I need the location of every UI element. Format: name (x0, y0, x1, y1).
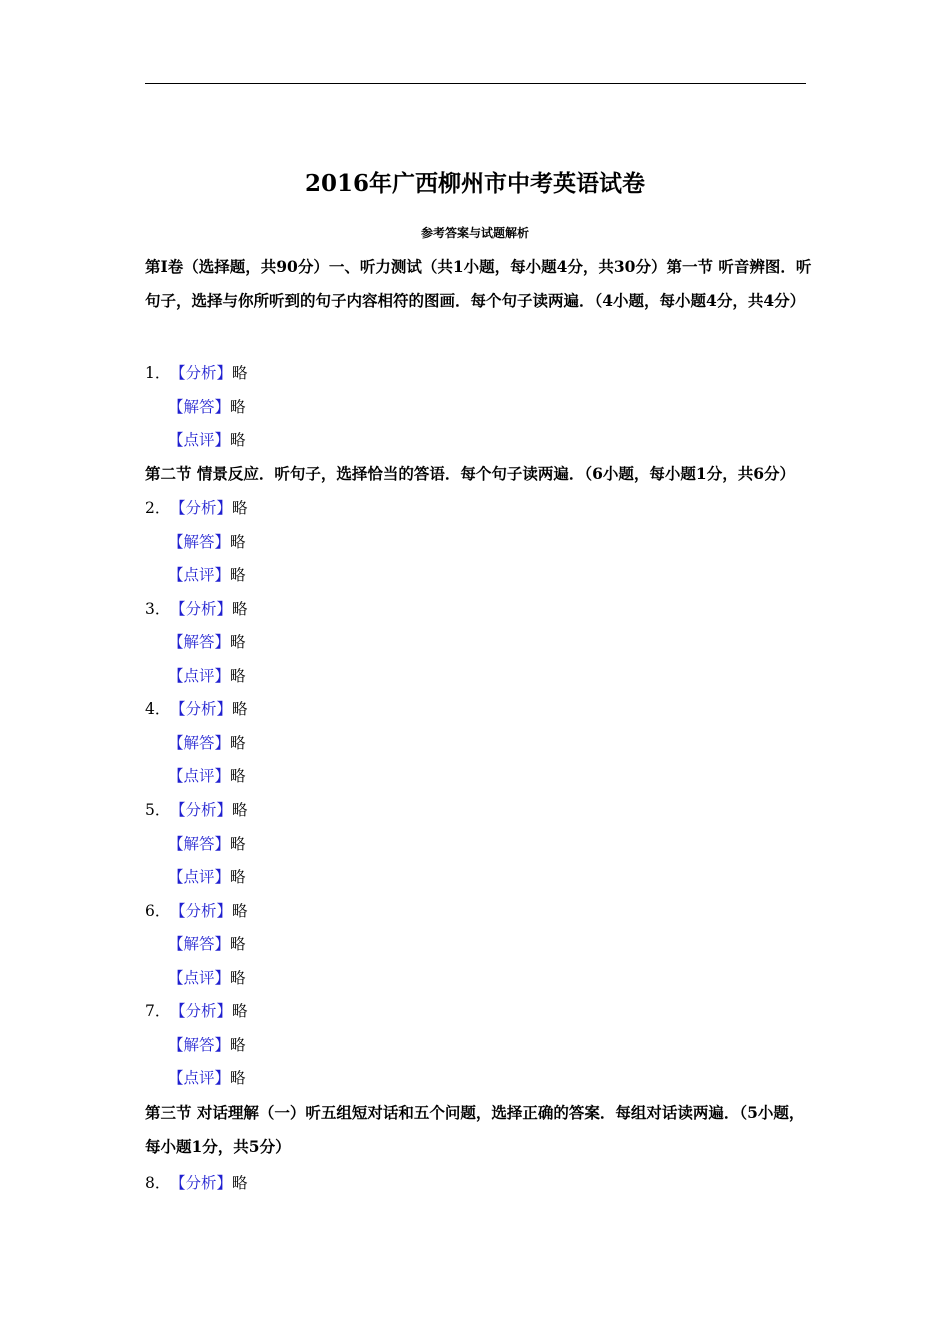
q2-analysis: 2．【分析】略 (145, 499, 248, 517)
section3-intro: 第三节 对话理解（一）听五组短对话和五个问题，选择正确的答案．每组对话读两遍．（5小题，每小题1分，共5分） (145, 1103, 805, 1156)
q3-comment: 【点评】略 (168, 667, 246, 685)
q5-comment: 【点评】略 (168, 868, 246, 886)
q1-answer: 【解答】略 (168, 398, 246, 416)
q3-answer: 【解答】略 (168, 633, 246, 651)
header-rule (145, 83, 806, 84)
q5-analysis: 5．【分析】略 (145, 801, 248, 819)
q5-answer: 【解答】略 (168, 835, 246, 853)
q1-analysis: 1．【分析】略 (145, 364, 248, 382)
section1-intro: 第Ⅰ卷（选择题，共90分）一、听力测试（共1小题，每小题4分，共30分）第一节 听音辨图．听句子，选择与你所听到的句子内容相符的图画．每个句子读两遍．（4小题，每小题4分，共4分） (145, 257, 812, 310)
q7-comment: 【点评】略 (168, 1069, 246, 1087)
q3-analysis: 3．【分析】略 (145, 600, 248, 618)
page-title: 2016年广西柳州市中考英语试卷 (304, 170, 645, 197)
q7-analysis: 7．【分析】略 (145, 1002, 248, 1020)
q2-comment: 【点评】略 (168, 566, 246, 584)
q2-answer: 【解答】略 (168, 533, 246, 551)
q4-answer: 【解答】略 (168, 734, 246, 752)
q6-comment: 【点评】略 (168, 969, 246, 987)
q8-analysis: 8．【分析】略 (145, 1174, 248, 1192)
q7-answer: 【解答】略 (168, 1036, 246, 1054)
q6-answer: 【解答】略 (168, 935, 246, 953)
q1-comment: 【点评】略 (168, 431, 246, 449)
q4-analysis: 4．【分析】略 (145, 700, 248, 718)
page-subtitle: 参考答案与试题解析 (420, 226, 529, 240)
q4-comment: 【点评】略 (168, 767, 246, 785)
section2-intro: 第二节 情景反应．听句子，选择恰当的答语．每个句子读两遍．（6小题，每小题1分，共6分） (145, 464, 796, 483)
q6-analysis: 6．【分析】略 (145, 902, 248, 920)
